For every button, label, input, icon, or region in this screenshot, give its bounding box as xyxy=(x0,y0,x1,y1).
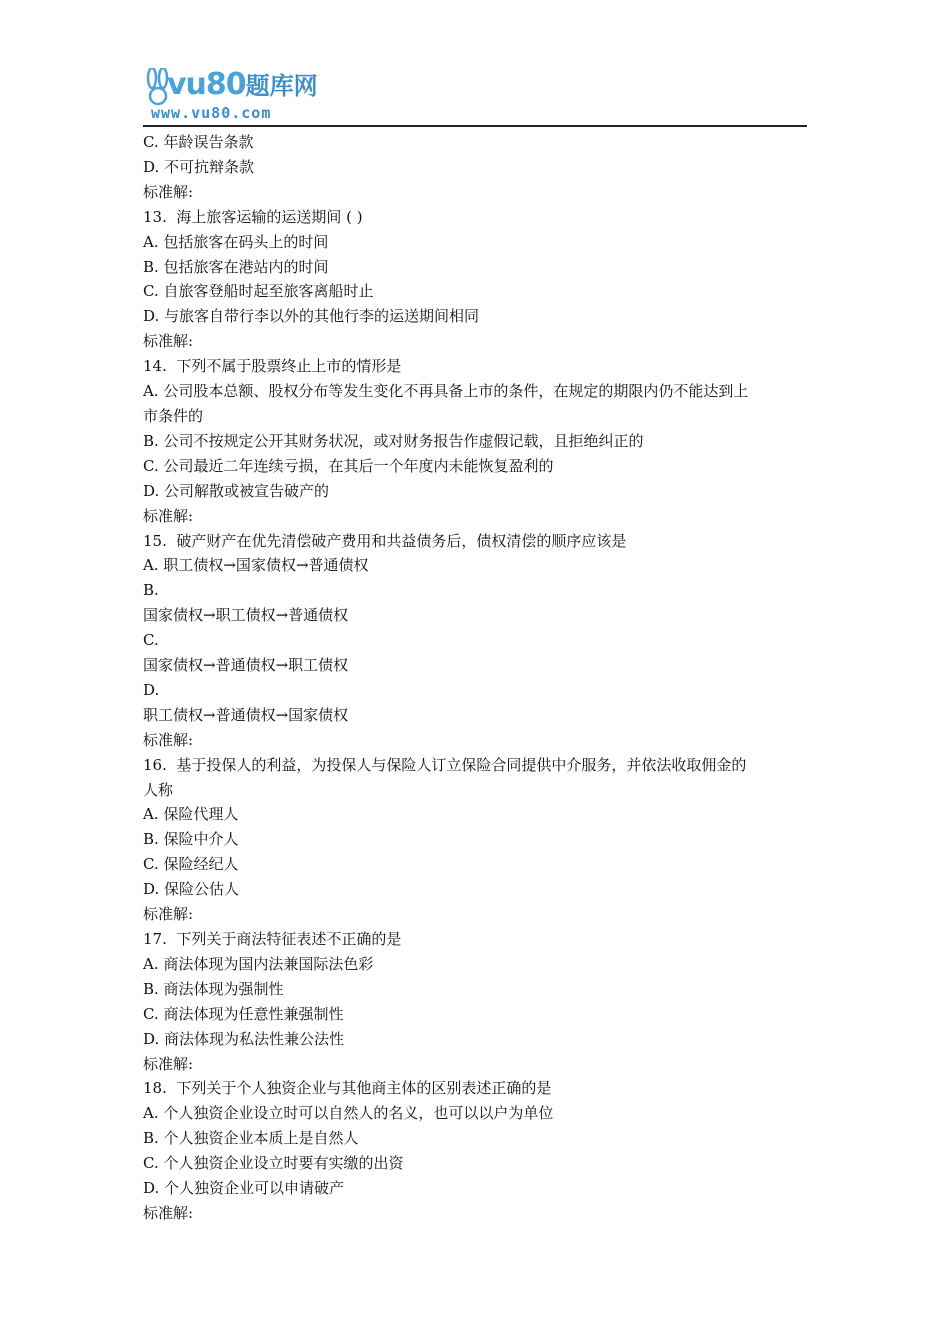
text-line: B. xyxy=(143,581,159,600)
text-line: A. 职工债权→国家债权→普通债权 xyxy=(143,556,369,575)
text-line: C. 个人独资企业设立时要有实缴的出资 xyxy=(143,1154,404,1173)
text-line: D. xyxy=(143,680,160,699)
page-header xyxy=(143,66,807,128)
text-line: D. 公司解散或被宣告破产的 xyxy=(143,481,330,500)
text-line: C. 年龄误告条款 xyxy=(143,133,254,151)
text-line: 13. 海上旅客运输的运送期间 ( ) xyxy=(143,207,363,226)
text-line: 14. 下列不属于股票终止上市的情形是 xyxy=(143,357,402,376)
site-logo[interactable] xyxy=(143,66,343,122)
text-line: D. 商法体现为私法性兼公法性 xyxy=(143,1029,345,1048)
text-line: 人称 xyxy=(143,780,174,799)
logo-url: www.vu80.com xyxy=(151,104,272,122)
text-line: D. 不可抗辩条款 xyxy=(143,157,255,176)
text-line: D. 与旅客自带行李以外的其他行李的运送期间相同 xyxy=(143,307,480,326)
text-line: B. 保险中介人 xyxy=(143,830,239,849)
text-line: A. 商法体现为国内法兼国际法色彩 xyxy=(143,954,374,973)
text-line: 16. 基于投保人的利益，为投保人与保险人订立保险合同提供中介服务，并依法收取佣金的 xyxy=(143,755,747,774)
text-line: C. 保险经纪人 xyxy=(143,855,239,874)
text-line: C. 商法体现为任意性兼强制性 xyxy=(143,1004,344,1023)
text-line: 国家债权→职工债权→普通债权 xyxy=(143,606,349,625)
text-line: 标准解: xyxy=(143,506,194,525)
text-line: 标准解: xyxy=(143,1054,194,1073)
text-line: 职工债权→普通债权→国家债权 xyxy=(143,705,349,724)
text-line: C. 公司最近二年连续亏损，在其后一个年度内未能恢复盈利的 xyxy=(143,456,554,475)
header-divider xyxy=(143,125,807,127)
text-line: D. 个人独资企业可以申请破产 xyxy=(143,1179,345,1198)
text-line: A. 个人独资企业设立时可以自然人的名义，也可以以户为单位 xyxy=(143,1104,554,1123)
text-line: 标准解: xyxy=(143,1203,194,1222)
text-line: C. 自旅客登船时起至旅客离船时止 xyxy=(143,282,374,301)
text-line: A. 保险代理人 xyxy=(143,805,239,824)
question-list xyxy=(143,130,813,1226)
text-line: B. 个人独资企业本质上是自然人 xyxy=(143,1129,359,1148)
text-line: 国家债权→普通债权→职工债权 xyxy=(143,656,349,675)
text-line: A. 公司股本总额、股权分布等发生变化不再具备上市的条件，在规定的期限内仍不能达到上 xyxy=(143,382,749,401)
logo-text: vu80题库网 xyxy=(167,67,318,102)
text-line: B. 包括旅客在港站内的时间 xyxy=(143,257,329,276)
text-line: B. 商法体现为强制性 xyxy=(143,979,284,998)
text-line: 15. 破产财产在优先清偿破产费用和共益债务后，债权清偿的顺序应该是 xyxy=(143,531,627,550)
text-line: A. 包括旅客在码头上的时间 xyxy=(143,232,329,251)
text-line: 18. 下列关于个人独资企业与其他商主体的区别表述正确的是 xyxy=(143,1079,552,1098)
text-line: 17. 下列关于商法特征表述不正确的是 xyxy=(143,930,402,948)
text-line: C. xyxy=(143,631,159,650)
text-line: 标准解: xyxy=(143,182,194,201)
text-line: D. 保险公估人 xyxy=(143,880,240,899)
text-line: B. 公司不按规定公开其财务状况，或对财务报告作虚假记载，且拒绝纠正的 xyxy=(143,431,644,450)
text-line: 标准解: xyxy=(143,332,194,351)
text-line: 标准解: xyxy=(143,905,194,924)
text-line: 市条件的 xyxy=(143,406,204,425)
text-line: 标准解: xyxy=(143,730,194,749)
